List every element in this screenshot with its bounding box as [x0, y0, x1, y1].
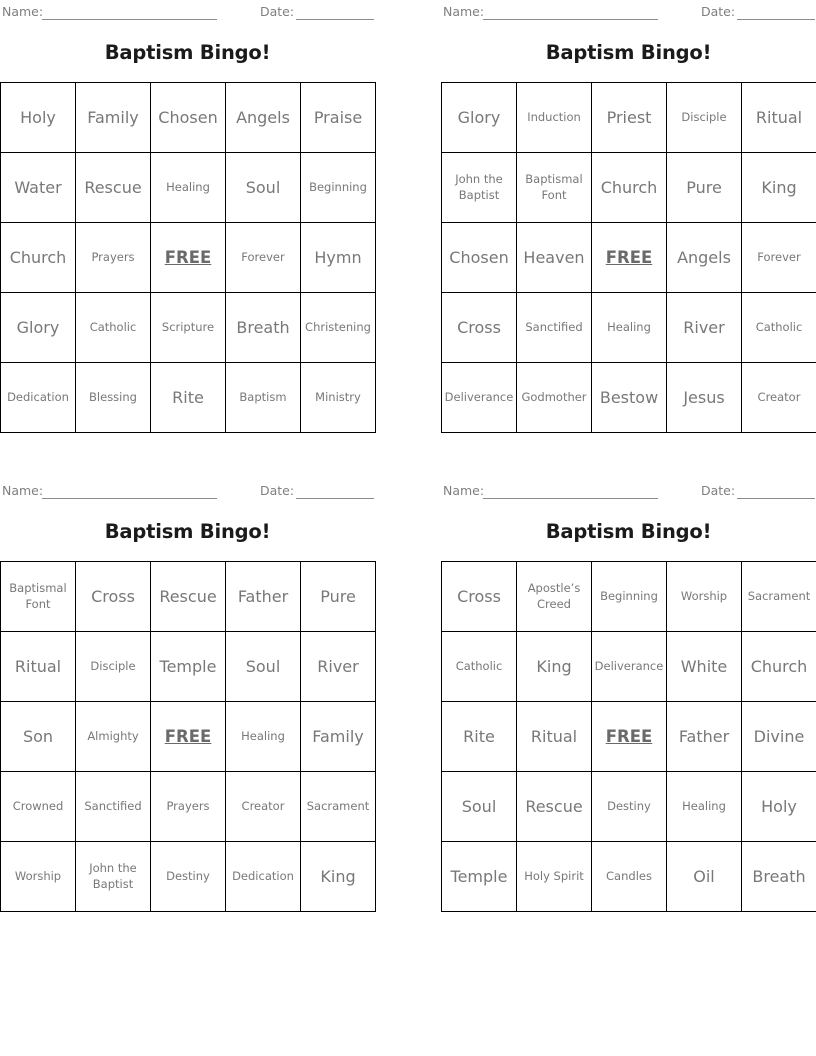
date-blank-line [737, 482, 815, 499]
bingo-cell: Worship [1, 842, 76, 912]
bingo-cell: Cross [442, 293, 517, 363]
bingo-cell: King [301, 842, 376, 912]
bingo-cell: Ritual [1, 632, 76, 702]
bingo-cell: Rescue [151, 562, 226, 632]
bingo-cell: Apostle’s Creed [517, 562, 592, 632]
bingo-cell: Healing [667, 772, 742, 842]
bingo-cell: Destiny [151, 842, 226, 912]
bingo-cell: Prayers [76, 223, 151, 293]
bingo-cell: Baptismal Font [517, 153, 592, 223]
bingo-cell: Priest [592, 83, 667, 153]
bingo-card-bottom-right [441, 479, 816, 913]
bingo-grid [441, 82, 816, 433]
card-header [441, 3, 816, 21]
bingo-cell: Church [1, 223, 76, 293]
card-title: Baptism Bingo! [545, 41, 712, 64]
bingo-cell: Catholic [76, 293, 151, 363]
bingo-cell: Family [301, 702, 376, 772]
free-space-cell: FREE [151, 223, 226, 293]
bingo-cell: Oil [667, 842, 742, 912]
card-title: Baptism Bingo! [104, 520, 271, 543]
bingo-cell: Catholic [442, 632, 517, 702]
bingo-cell: Holy [742, 772, 816, 842]
bingo-cell: Praise [301, 83, 376, 153]
date-label: Date: [701, 483, 736, 498]
bingo-cell: Catholic [742, 293, 816, 363]
bingo-cell: Ritual [742, 83, 816, 153]
date-label: Date: [260, 4, 295, 19]
card-header [0, 482, 375, 500]
free-space-cell: FREE [592, 702, 667, 772]
bingo-cell: Sacrament [742, 562, 816, 632]
bingo-cell: Jesus [667, 363, 742, 433]
bingo-cell: Church [592, 153, 667, 223]
bingo-cell: Glory [442, 83, 517, 153]
bingo-cell: Blessing [76, 363, 151, 433]
bingo-cell: Chosen [151, 83, 226, 153]
bingo-cell: Divine [742, 702, 816, 772]
bingo-cell: Forever [226, 223, 301, 293]
bingo-cell: Induction [517, 83, 592, 153]
card-title: Baptism Bingo! [545, 520, 712, 543]
bingo-cell: Healing [151, 153, 226, 223]
bingo-cell: Healing [226, 702, 301, 772]
bingo-cell: River [667, 293, 742, 363]
bingo-cell: Family [76, 83, 151, 153]
bingo-cell: Water [1, 153, 76, 223]
date-label: Date: [701, 4, 736, 19]
bingo-cell: Dedication [226, 842, 301, 912]
bingo-cell: Breath [742, 842, 816, 912]
date-blank-line [296, 482, 374, 499]
card-title: Baptism Bingo! [104, 41, 271, 64]
bingo-cell: Son [1, 702, 76, 772]
bingo-cell: Candles [592, 842, 667, 912]
bingo-cell: Deliverance [592, 632, 667, 702]
bingo-cell: Church [742, 632, 816, 702]
bingo-cell: John the Baptist [442, 153, 517, 223]
bingo-cell: Disciple [76, 632, 151, 702]
bingo-cell: Godmother [517, 363, 592, 433]
bingo-cell: Bestow [592, 363, 667, 433]
bingo-cell: Scripture [151, 293, 226, 363]
bingo-cell: King [517, 632, 592, 702]
bingo-cell: Temple [442, 842, 517, 912]
bingo-cell: Soul [442, 772, 517, 842]
bingo-cell: Holy [1, 83, 76, 153]
bingo-cell: Christening [301, 293, 376, 363]
bingo-cell: Deliverance [442, 363, 517, 433]
bingo-cell: Ministry [301, 363, 376, 433]
bingo-cell: Beginning [301, 153, 376, 223]
bingo-cell: Rescue [517, 772, 592, 842]
name-label: Name: [2, 483, 44, 498]
bingo-cell: Creator [742, 363, 816, 433]
name-label: Name: [443, 483, 485, 498]
bingo-cell: Soul [226, 632, 301, 702]
bingo-cell: Pure [301, 562, 376, 632]
bingo-cell: Father [667, 702, 742, 772]
name-blank-line [42, 482, 217, 499]
bingo-cell: White [667, 632, 742, 702]
bingo-grid [0, 82, 376, 433]
bingo-cell: Dedication [1, 363, 76, 433]
bingo-cell: Heaven [517, 223, 592, 293]
bingo-cell: Baptismal Font [1, 562, 76, 632]
bingo-cell: Sanctified [76, 772, 151, 842]
date-label: Date: [260, 483, 295, 498]
name-blank-line [42, 3, 217, 20]
date-blank-line [737, 3, 815, 20]
free-space-cell: FREE [151, 702, 226, 772]
bingo-cell: Holy Spirit [517, 842, 592, 912]
card-header [0, 3, 375, 21]
bingo-cell: Forever [742, 223, 816, 293]
name-label: Name: [443, 4, 485, 19]
bingo-cell: Glory [1, 293, 76, 363]
name-blank-line [483, 482, 658, 499]
bingo-cell: Cross [76, 562, 151, 632]
bingo-cell: Crowned [1, 772, 76, 842]
name-label: Name: [2, 4, 44, 19]
bingo-cell: Sanctified [517, 293, 592, 363]
bingo-cell: River [301, 632, 376, 702]
name-blank-line [483, 3, 658, 20]
bingo-cell: Breath [226, 293, 301, 363]
bingo-cell: Prayers [151, 772, 226, 842]
bingo-cell: Pure [667, 153, 742, 223]
bingo-cell: King [742, 153, 816, 223]
date-blank-line [296, 3, 374, 20]
bingo-cell: Healing [592, 293, 667, 363]
bingo-card-top-left [0, 0, 375, 434]
bingo-cell: Cross [442, 562, 517, 632]
bingo-cell: Baptism [226, 363, 301, 433]
bingo-cell: Destiny [592, 772, 667, 842]
bingo-cell: Angels [226, 83, 301, 153]
bingo-cell: Beginning [592, 562, 667, 632]
bingo-cell: Angels [667, 223, 742, 293]
bingo-cell: Chosen [442, 223, 517, 293]
bingo-cell: Creator [226, 772, 301, 842]
bingo-cell: Hymn [301, 223, 376, 293]
bingo-grid [441, 561, 816, 912]
bingo-grid [0, 561, 376, 912]
bingo-cell: John the Baptist [76, 842, 151, 912]
free-space-cell: FREE [592, 223, 667, 293]
bingo-card-top-right [441, 0, 816, 434]
bingo-card-bottom-left [0, 479, 375, 913]
bingo-cell: Worship [667, 562, 742, 632]
bingo-cell: Rite [151, 363, 226, 433]
bingo-cell: Almighty [76, 702, 151, 772]
bingo-cell: Sacrament [301, 772, 376, 842]
bingo-cell: Disciple [667, 83, 742, 153]
bingo-cell: Temple [151, 632, 226, 702]
bingo-cell: Ritual [517, 702, 592, 772]
card-header [441, 482, 816, 500]
bingo-cell: Father [226, 562, 301, 632]
bingo-cell: Soul [226, 153, 301, 223]
bingo-cell: Rite [442, 702, 517, 772]
bingo-cell: Rescue [76, 153, 151, 223]
